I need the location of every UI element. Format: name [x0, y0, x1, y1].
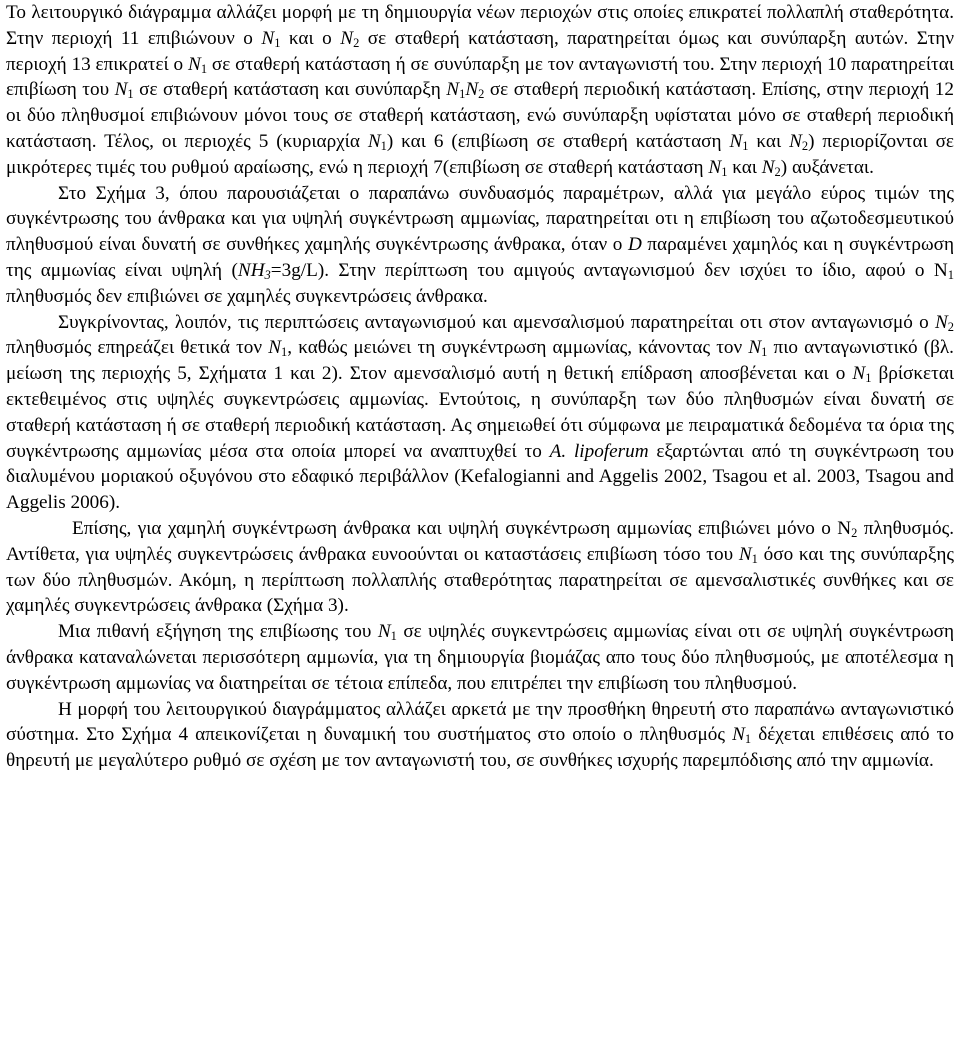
subscript-text: 1: [947, 268, 955, 283]
text-run: και: [727, 156, 762, 178]
text-run: ) και 6 (επιβίωση σε σταθερή κατάσταση: [386, 130, 730, 152]
text-run: σε σταθερή κατάσταση ή σε συνύπαρξη με τον ανταγωνιστή του. Στην περιοχή 10 παρατηρείται επιβίωση του: [6, 53, 954, 101]
text-run: πληθυσμός επηρεάζει θετικά τον: [6, 337, 269, 359]
text-run: πληθυσμός δεν επιβιώνει σε χαμηλές συγκεντρώσεις άνθρακα.: [6, 285, 488, 307]
italic-text: N: [340, 27, 354, 49]
italic-text: N: [367, 130, 381, 152]
text-run: εξαρτώνται από τη συγκέντρωση του διαλυμένου μοριακού οξυγόνου στο εδαφικό περιβάλλον (Kefalogianni and Aggelis 2002, Tsagou et al. 2003, Tsagou and Aggelis 2006).: [6, 440, 954, 514]
italic-text: N: [729, 130, 743, 152]
subscript-text: 1: [274, 35, 281, 50]
text-run: N: [837, 517, 852, 539]
subscript-text: 1: [751, 551, 758, 566]
paragraph-2: [6, 181, 954, 310]
subscript-text: 1: [281, 345, 288, 360]
text-run: , καθώς μειώνει τη συγκέντρωση αμμωνίας, κάνοντας τον: [287, 337, 749, 359]
italic-text: N: [852, 363, 866, 385]
text-run: βρίσκεται εκτεθειμένος στις υψηλές συγκεντρώσεις αμμωνίας. Εντούτοις, η συνύπαρξη των δύο πληθυσμών είναι δυνατή σε σταθερή κατάσταση ή σε σταθερή περιοδική κατάσταση. Ας σημειωθεί ότι σύμφωνα με πειραματικά δεδομένα τα όρια της συγκέντρωσης αμμωνίας μέσα στα οποία μπορεί να αναπτυχθεί το: [6, 363, 954, 462]
text-run: ) περιορίζονται σε μικρότερες τιμές του ρυθμού αραίωσης, ενώ η περιοχή 7(επιβίωση σε σταθερή κατάσταση: [6, 130, 954, 178]
text-run: ) αυξάνεται.: [780, 156, 874, 178]
subscript-text: 1: [761, 345, 768, 360]
subscript-text: 1: [742, 139, 749, 154]
text-run: σε σταθερή κατάσταση, παρατηρείται όμως και συνύπαρξη αυτών. Στην περιοχή 13 επικρατεί ο: [6, 27, 954, 75]
text-run: Συγκρίνοντας, λοιπόν, τις περιπτώσεις ανταγωνισμού και αμενσαλισμού παρατηρείται οτι στον ανταγωνισμό ο: [58, 311, 935, 333]
italic-text: NH: [237, 259, 265, 281]
subscript-text: 2: [851, 526, 858, 541]
italic-text: A. lipoferum: [549, 440, 649, 462]
italic-text: N: [268, 337, 282, 359]
subscript-text: 2: [801, 139, 809, 154]
text-run: σε υψηλές συγκεντρώσεις αμμωνίας είναι οτι σε υψηλή συγκέντρωση άνθρακα καταναλώνεται περισσότερη αμμωνία, για τη δημιουργία βιομάζας απο τους δύο πληθυσμούς, με αποτέλεσμα η συγκέντρωση αμμωνίας να διατηρείται σε τέτοια επίπεδα, που επιτρέπει την επιβίωση του πληθυσμού.: [6, 621, 955, 694]
subscript-text: 1: [380, 139, 387, 154]
paragraph-6: [6, 697, 954, 774]
text-run: και: [748, 130, 790, 152]
text-run: N: [933, 259, 948, 281]
text-run: Μια πιθανή εξήγηση της επιβίωσης του: [58, 621, 378, 643]
subscript-text: 1: [721, 164, 728, 179]
text-run: σε σταθερή κατάσταση και συνύπαρξη: [133, 79, 447, 101]
subscript-text: 1: [459, 87, 466, 102]
italic-text: N: [446, 79, 460, 101]
text-run: Η μορφή του λειτουργικού διαγράμματος αλλάζει αρκετά με την προσθήκη θηρευτή στο παραπάνω ανταγωνιστικό σύστημα. Στο Σχήμα 4 απεικονίζεται η δυναμική του συστήματος στο οποίο ο πληθυσμός: [6, 698, 954, 746]
text-run: πιο ανταγωνιστικό (βλ. μείωση της περιοχής 5, Σχήματα 1 και 2). Στον αμενσαλισμό αυτή η θετική επίδραση αποσβένεται και ο: [6, 337, 954, 385]
subscript-text: 1: [127, 87, 134, 102]
paragraph-3: [6, 310, 954, 516]
italic-text: N: [465, 79, 479, 101]
subscript-text: 2: [353, 35, 360, 50]
subscript-text: 1: [200, 61, 208, 76]
paragraph-4: [6, 516, 954, 619]
text-run: δέχεται επιθέσεις από το θηρευτή με μεγαλύτερο ρυθμό σε σχέση με τον ανταγωνιστή του, σε συνθήκες ισχυρής παρεμπόδισης από την αμμωνία.: [6, 724, 954, 772]
text-run: σε σταθερή περιοδική κατάσταση. Επίσης, στην περιοχή 12 οι δύο πληθυσμοί επιβιώνουν μόνοι τους σε σταθερή κατάσταση, ενώ συνύπαρξη υφίσταται μόνο σε σταθερή περιοδική κατάσταση. Τέλος, οι περιοχές 5 (κυριαρχία: [6, 79, 954, 152]
subscript-text: 2: [478, 87, 485, 102]
text-run: πληθυσμός. Αντίθετα, για υψηλές συγκεντρώσεις άνθρακα ευνοούνται οι καταστάσεις επιβίωση τόσο του: [6, 517, 954, 565]
text-run: =3g/L). Στην περίπτωση του αμιγούς ανταγωνισμού δεν ισχύει το ίδιο, αφού ο: [270, 259, 934, 281]
subscript-text: 1: [865, 371, 872, 386]
italic-text: N: [708, 156, 722, 178]
italic-text: D: [627, 234, 642, 256]
italic-text: N: [789, 130, 802, 152]
paragraph-5: [6, 619, 954, 696]
italic-text: N: [761, 156, 775, 178]
text-run: Το λειτουργικό διάγραμμα αλλάζει μορφή με τη δημιουργία νέων περιοχών στις οποίες επικρατεί πολλαπλή σταθερότητα. Στην περιοχή 11 επιβιώνουν ο: [6, 2, 954, 49]
italic-text: N: [114, 79, 128, 101]
subscript-text: 2: [774, 164, 781, 179]
text-run: Επίσης, για χαμηλή συγκέντρωση άνθρακα και υψηλή συγκέντρωση αμμωνίας επιβιώνει μόνο ο: [72, 517, 838, 539]
italic-text: N: [188, 53, 201, 75]
italic-text: N: [934, 311, 948, 333]
subscript-text: 1: [390, 629, 397, 644]
subscript-text: 3: [264, 268, 271, 283]
subscript-text: 1: [744, 732, 752, 747]
italic-text: N: [377, 621, 391, 643]
text-run: Στο Σχήμα 3, όπου παρουσιάζεται ο παραπάνω συνδυασμός παραμέτρων, αλλά για μεγάλο εύρος τιμών της συγκέντρωσης του άνθρακα και για υψηλή συγκέντρωση αμμωνίας, παρατηρείται οτι η επιβίωση του αζωτοδεσμευτικού πληθυσμού είναι δυνατή σε συνθήκες χαμηλής συγκέντρωσης άνθρακα, όταν ο: [6, 182, 954, 256]
italic-text: N: [732, 724, 745, 746]
italic-text: N: [261, 27, 275, 49]
subscript-text: 2: [947, 319, 954, 334]
paragraph-1: [6, 0, 954, 181]
text-run: όσο και της συνύπαρξης των δύο πληθυσμών. Ακόμη, η περίπτωση πολλαπλής σταθερότητας παρατηρείται σε αμενσαλιστικές συνθήκες και σε χαμηλές συγκεντρώσεις άνθρακα (Σχήμα 3).: [6, 543, 955, 617]
italic-text: N: [738, 543, 752, 565]
italic-text: N: [748, 337, 762, 359]
text-run: παραμένει χαμηλός και η συγκέντρωση της αμμωνίας είναι υψηλή (: [6, 234, 954, 281]
text-run: και ο: [280, 27, 341, 49]
